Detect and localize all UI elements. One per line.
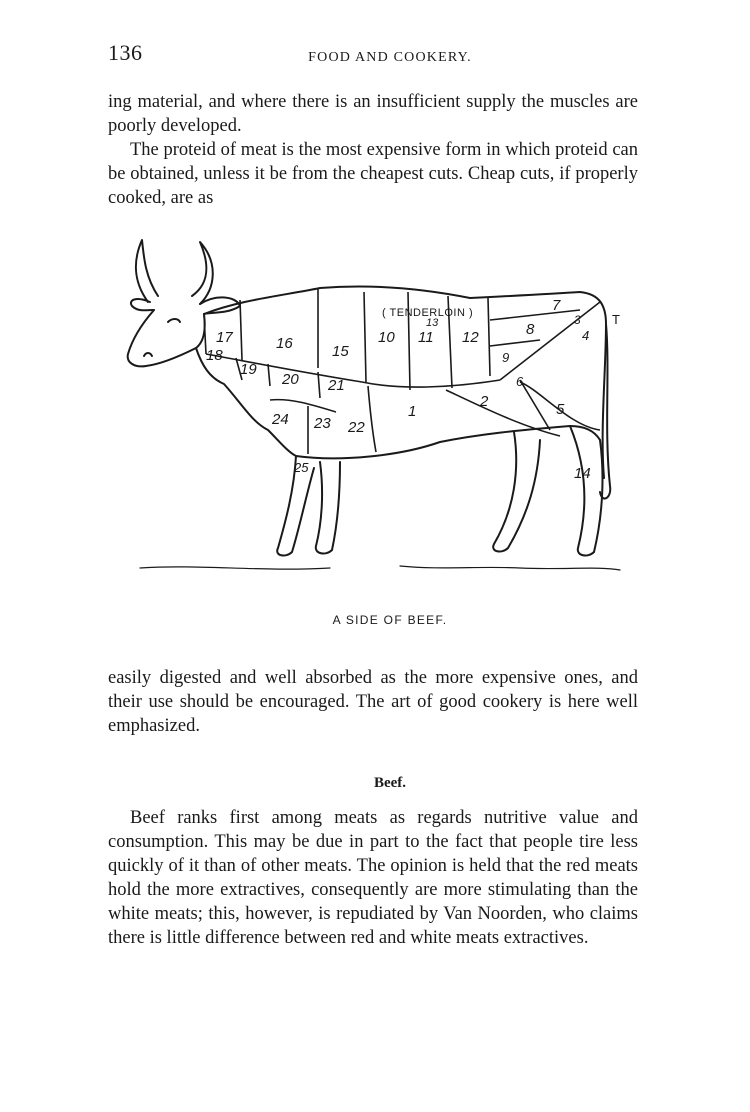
cut-label-22: 22: [348, 419, 365, 436]
cut-label-17: 17: [216, 329, 233, 346]
section-heading-beef: Beef.: [373, 775, 407, 791]
cut-label-24: 24: [272, 411, 289, 428]
hind-leg-right: [570, 426, 602, 555]
cut-label-6: 6: [516, 374, 524, 389]
cut-label-tenderloin: ( TENDERLOIN ): [382, 307, 474, 319]
paragraph-proteid: The proteid of meat is the most expensive form in which proteid can be obtained, unless it be from the cheapest cuts. Cheap cuts, if properly cooked, are as: [108, 140, 638, 208]
hind-leg-left: [493, 432, 540, 551]
paragraph-continuation: ing material, and where there is an insufficient supply the muscles are poorly developed.: [108, 92, 638, 136]
cut-label-23: 23: [314, 415, 331, 432]
cut-label-19: 19: [240, 361, 257, 378]
cut-label-15: 15: [332, 343, 349, 360]
cut-label-16: 16: [276, 335, 293, 352]
beef-cuts-illustration: [100, 230, 640, 590]
tail-label: T: [612, 312, 620, 327]
paragraph-beef: Beef ranks first among meats as regards nutritive value and consumption. This may be due in part to the fact that people tire less quickly of it than of other meats. The opinion is held that the red meats hold the more extractives, consequently are more stimulating than the white meats; this, however, is repudiated by Van Noorden, who claims there is little difference between red and white meats extractives.: [108, 808, 638, 948]
front-leg-right: [316, 462, 340, 553]
cut-label-1: 1: [408, 403, 417, 420]
cut-label-25: 25: [294, 460, 309, 475]
cut-label-9: 9: [502, 350, 510, 365]
running-head: FOOD AND COOKERY.: [308, 50, 472, 65]
cow-head: [128, 310, 205, 366]
cut-label-20: 20: [282, 371, 299, 388]
ground-line: [140, 566, 620, 570]
page-number: 136: [108, 40, 143, 65]
cut-label-18: 18: [206, 347, 223, 364]
beef-cuts-diagram: [100, 230, 640, 590]
ear-left: [131, 299, 154, 310]
cut-label-13: 13: [426, 317, 439, 329]
cut-label-7: 7: [552, 297, 561, 314]
horn-left: [136, 240, 158, 302]
cut-label-2: 2: [480, 393, 489, 410]
cut-label-10: 10: [378, 329, 395, 346]
cut-label-5: 5: [556, 401, 565, 418]
cow-belly: [296, 426, 600, 458]
cut-label-21: 21: [328, 377, 345, 394]
figure-caption: A SIDE OF BEEF.: [332, 613, 448, 627]
cut-label-12: 12: [462, 329, 479, 346]
paragraph-digested: easily digested and well absorbed as the more expensive ones, and their use should be encouraged. The art of good cookery is here well emphasized.: [108, 668, 638, 736]
cut-label-4: 4: [582, 328, 590, 343]
cut-label-3: 3: [574, 313, 581, 327]
cut-label-8: 8: [526, 321, 535, 338]
ear-right: [200, 297, 240, 314]
cut-label-14: 14: [574, 465, 591, 482]
cut-label-11: 11: [418, 329, 434, 346]
horn-right: [192, 242, 213, 304]
